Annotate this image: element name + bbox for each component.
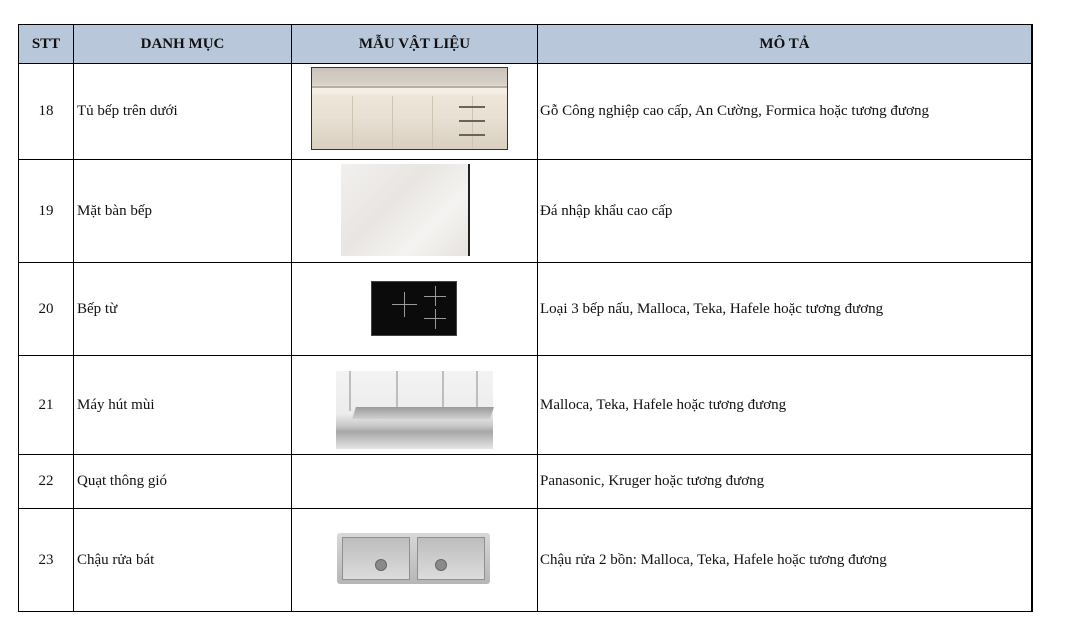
row-sample-cell xyxy=(292,263,538,356)
header-category: DANH MỤC xyxy=(74,25,292,64)
table-row xyxy=(19,263,1032,356)
table-row xyxy=(19,455,1032,509)
table-row xyxy=(19,509,1032,612)
row-description: Chậu rửa 2 bồn: Malloca, Teka, Hafele hoặc tương đương xyxy=(538,509,1032,612)
row-stt: 19 xyxy=(19,160,74,263)
table-header-row xyxy=(19,25,1032,64)
materials-table xyxy=(18,24,1032,612)
row-sample-cell xyxy=(292,64,538,160)
range-hood-photo xyxy=(336,371,493,449)
row-sample-cell xyxy=(292,356,538,455)
row-stt: 18 xyxy=(19,64,74,160)
row-sample-cell xyxy=(292,160,538,263)
row-stt: 21 xyxy=(19,356,74,455)
row-description: Panasonic, Kruger hoặc tương đương xyxy=(538,455,1032,509)
row-category: Máy hút mùi xyxy=(74,356,292,455)
double-sink-photo xyxy=(337,533,490,584)
row-category: Tủ bếp trên dưới xyxy=(74,64,292,160)
row-description: Malloca, Teka, Hafele hoặc tương đương xyxy=(538,356,1032,455)
header-stt: STT xyxy=(19,25,74,64)
row-stt: 23 xyxy=(19,509,74,612)
row-description: Loại 3 bếp nấu, Malloca, Teka, Hafele hoặc tương đương xyxy=(538,263,1032,356)
row-stt: 22 xyxy=(19,455,74,509)
row-stt: 20 xyxy=(19,263,74,356)
table-row xyxy=(19,64,1032,160)
row-sample-cell xyxy=(292,455,538,509)
row-description: Gỗ Công nghiệp cao cấp, An Cường, Formica hoặc tương đương xyxy=(538,64,1032,160)
row-category: Quạt thông gió xyxy=(74,455,292,509)
table-row xyxy=(19,160,1032,263)
kitchen-cabinet-photo xyxy=(311,67,508,150)
row-category: Bếp từ xyxy=(74,263,292,356)
row-sample-cell xyxy=(292,509,538,612)
header-description: MÔ TẢ xyxy=(538,25,1032,64)
row-category: Mặt bàn bếp xyxy=(74,160,292,263)
table-row xyxy=(19,356,1032,455)
induction-cooktop-photo xyxy=(371,281,457,336)
row-description: Đá nhập khẩu cao cấp xyxy=(538,160,1032,263)
stone-countertop-photo xyxy=(341,164,470,256)
row-category: Chậu rửa bát xyxy=(74,509,292,612)
header-sample: MẪU VẬT LIỆU xyxy=(292,25,538,64)
